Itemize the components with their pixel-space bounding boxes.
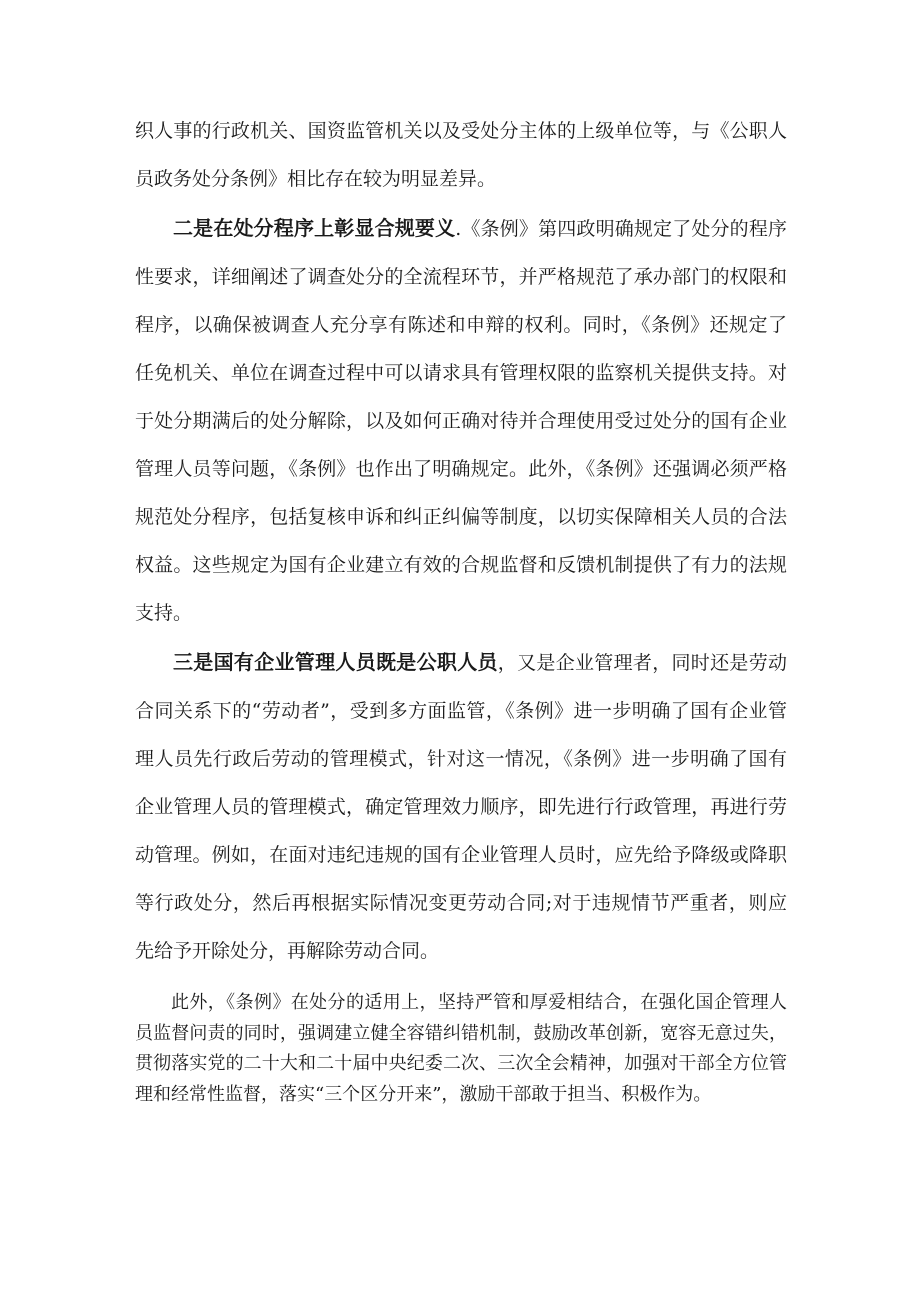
paragraph-text: 织人事的行政机关、国资监管机关以及受处分主体的上级单位等，与《公职人员政务处分条例》相比存在较为明显差异。 — [135, 120, 787, 190]
paragraph-managers — [135, 638, 787, 975]
paragraph-text: ，又是企业管理者，同时还是劳动合同关系下的“劳动者”，受到多方面监管，《条例》进一步明确了国有企业管理人员先行政后劳动的管理模式，针对这一情况，《条例》进一步明确了国有企业管理人员的管理模式，确定管理效力顺序，即先进行行政管理，再进行劳动管理。例如，在面对违纪违规的国有企业管理人员时，应先给予降级或降职等行政处分，然后再根据实际情况变更劳动合同;对于违规情节严重者，则应先给予开除处分，再解除劳动合同。 — [135, 652, 787, 962]
paragraph-text: .《条例》第四政明确规定了处分的程序性要求，详细阐述了调查处分的全流程环节，并严格规范了承办部门的权限和程序，以确保被调查人充分享有陈述和申辩的权利。同时，《条例》还规定了任免机关、单位在调查过程中可以请求具有管理权限的监察机关提供支持。对于处分期满后的处分解除，以及如何正确对待并合理使用受过处分的国有企业管理人员等问题，《条例》也作出了明确规定。此外，《条例》还强调必须严格规范处分程序，包括复核申诉和纠正纠偏等制度，以切实保障相关人员的合法权益。这些规定为国有企业建立有效的合规监督和反馈机制提供了有力的法规支持。 — [135, 218, 788, 624]
paragraph-conclusion — [135, 988, 787, 1110]
paragraph-continuation — [135, 107, 787, 203]
paragraph-lead-heading: 三是国有企业管理人员既是公职人员 — [173, 650, 498, 674]
paragraph-text: 此外，《条例》在处分的适用上，坚持严管和厚爱相结合，在强化国企管理人员监督问责的同时，强调建立健全容错纠错机制，鼓励改革创新，宽容无意过失，贯彻落实党的二十大和二十届中央纪委二次、三次全会精神，加强对干部全方位管理和经常性监督，落实“三个区分开来”，激励干部敢于担当、积极作为。 — [135, 992, 787, 1105]
paragraph-procedure — [135, 204, 787, 637]
paragraph-lead-heading: 二是在处分程序上彰显合规要义 — [173, 216, 456, 240]
